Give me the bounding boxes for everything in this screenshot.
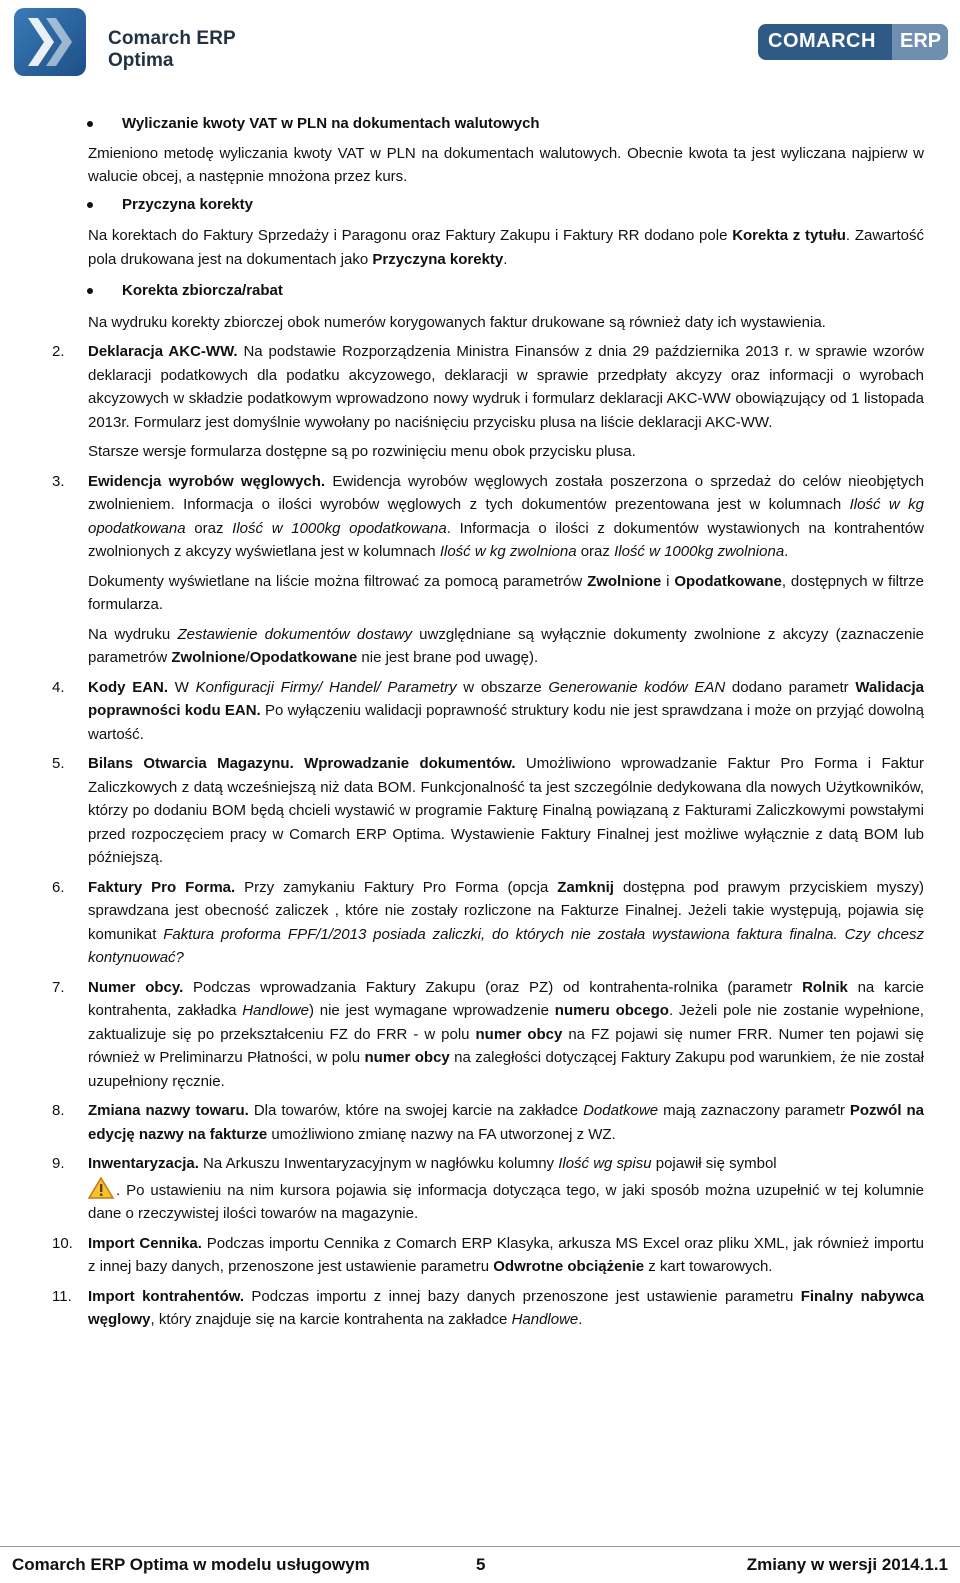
logo-text-line1: Comarch ERP <box>108 28 236 49</box>
list-item: 4. Kody EAN. W Konfiguracji Firmy/ Handel/ Parametry w obszarze Generowanie kodów EAN dodano parametr Walidacja poprawności kodu EAN. Po wyłączeniu walidacji poprawność struktury kodu nie jest sprawdzana i może on przyjąć dowolną wartość. <box>52 678 925 743</box>
paragraph: Starsze wersje formularza dostępne są po rozwinięciu menu obok przycisku plusa. <box>88 443 636 460</box>
bullet-icon <box>87 288 93 294</box>
list-item: 8. Zmiana nazwy towaru. Dla towarów, które na swojej karcie na zakładce Dodatkowe mają zaznaczony parametr Pozwól na edycję nazwy na fakturze umożliwiono zmianę nazwy na FA utworzonej z WZ. <box>52 1102 925 1143</box>
list-item: 11. Import kontrahentów. Podczas importu z innej bazy danych przenoszone jest ustawienie parametru Finalny nabywca węglowy, który znajduje się na karcie kontrahenta na zakładce Handlowe. <box>52 1287 924 1328</box>
comarch-erp-logo <box>758 24 948 60</box>
bullet-item: Korekta zbiorcza/rabat <box>122 279 924 303</box>
list-item: 10. Import Cennika. Podczas importu Cennika z Comarch ERP Klasyka, arkusza MS Excel oraz pliku XML, jak również importu z innej bazy danych, przenoszone jest ustawienie parametru Odwrotne obciążenie z kart towarowych. <box>52 1234 924 1275</box>
page-header <box>0 0 960 90</box>
warning-icon <box>88 1176 114 1200</box>
paragraph: Na korektach do Faktury Sprzedaży i Paragonu oraz Faktury Zakupu i Faktury RR dodano pole Korekta z tytułu. Zawartość pola drukowana jest na dokumentach jako Przyczyna korekty. <box>88 227 925 268</box>
paragraph: Na wydruku korekty zbiorczej obok numerów korygowanych faktur drukowane są również daty ich wystawienia. <box>88 313 826 331</box>
erp-tag: ERP <box>900 30 942 52</box>
bullet-icon <box>87 121 93 127</box>
footer-title: Comarch ERP Optima w modelu usługowym <box>12 1555 370 1574</box>
bullet-item: Przyczyna korekty <box>122 193 924 217</box>
list-item: 6. Faktury Pro Forma. Przy zamykaniu Faktury Pro Forma (opcja Zamknij dostępna pod prawym przyciskiem myszy) sprawdzana jest obecność zaliczek , które nie zostały rozliczone na Fakturze Finalnej. Jeżeli takie występują, pojawia się komunikat Faktura proforma FPF/1/2013 posiada zaliczki, do których nie została wystawiona faktura finalna. Czy chcesz kontynuować? <box>52 878 924 966</box>
bullet-item: Wyliczanie kwoty VAT w PLN na dokumentach walutowych <box>122 112 924 136</box>
footer-version: Zmiany w wersji 2014.1.1 <box>746 1555 948 1574</box>
comarch-wordmark: COMARCH <box>768 30 876 52</box>
comarch-erp-optima-logo <box>14 8 254 76</box>
bullet-icon <box>87 202 93 208</box>
list-item: 3. Ewidencja wyrobów węglowych. Ewidencja wyrobów węglowych została poszerzona o sprzedaż do celów nieobjętych zwolnieniem. Informacja o ilości wyrobów węglowych z tych dokumentów prezentowana jest w kolumnach Ilość w kg opodatkowana oraz Ilość w 1000kg opodatkowana. Informacja o ilości z dokumentów wystawionych na kontrahentów zwolnionych z akcyzy wyświetlana jest w kolumnach Ilość w kg zwolniona oraz Ilość w 1000kg zwolniona. <box>52 472 924 560</box>
logo-text-line2: Optima <box>108 50 174 71</box>
paragraph: Dokumenty wyświetlane na liście można filtrować za pomocą parametrów Zwolnione i Opodatkowane, dostępnych w filtrze formularza. <box>88 572 925 613</box>
list-item: 7. Numer obcy. Podczas wprowadzania Faktury Zakupu (oraz PZ) od kontrahenta-rolnika (parametr Rolnik na karcie kontrahenta, zakładka Handlowe) nie jest wymagane wprowadzenie numeru obcego. Jeżeli pole nie zostanie wypełnione, zaktualizuje się po przekształceniu FZ do FRR - w polu numer obcy na FZ pojawi się numer FRR. Numer ten pojawi się również w Preliminarzu Płatności, w polu numer obcy na zaległości dotyczącej Faktury Zakupu pod warunkiem, że nie został uzupełniony ręcznie. <box>52 978 925 1090</box>
document-body <box>0 112 960 1332</box>
page-number: 5 <box>476 1555 486 1574</box>
paragraph: Na wydruku Zestawienie dokumentów dostawy uwzględniane są wyłącznie dokumenty zwolnione z akcyzy (zaznaczenie parametrów Zwolnione/Opodatkowane nie jest brane pod uwagę). <box>88 625 924 666</box>
list-item: 5. Bilans Otwarcia Magazynu. Wprowadzanie dokumentów. Umożliwiono wprowadzanie Faktur Pro Forma i Faktur Zaliczkowych z datą wcześniejszą niż data BOM. Funkcjonalność ta jest szczególnie dedykowana dla nowych Użytkowników, którzy po dodaniu BOM będą chcieli wystawić w programie Fakturę Finalną powiązaną z Fakturami Zaliczkowymi powstałymi przed rozpoczęciem pracy w Comarch ERP Optima. Wystawienie Faktury Finalnej jest możliwe wyłącznie z datą BOM lub późniejszą. <box>52 755 924 866</box>
list-item: 2. Deklaracja AKC-WW. Na podstawie Rozporządzenia Ministra Finansów z dnia 29 października 2013 r. w sprawie wzorów deklaracji podatkowych dla podatku akcyzowego, deklaracji w sprawie przedpłaty akcyzy oraz informacji o wyrobach akcyzowych w składzie podatkowym wprowadzono nowy wydruk i formularz deklaracji AKC-WW obowiązujący od 1 listopada 2013r. Formularz jest domyślnie wywołany po naciśnięciu przycisku plusa na liście deklaracji AKC-WW. <box>52 343 924 431</box>
page-footer <box>0 1546 960 1583</box>
paragraph: Zmieniono metodę wyliczania kwoty VAT w PLN na dokumentach walutowych. Obecnie kwota ta jest wyliczana najpierw w walucie obcej, a następnie mnożona przez kurs. <box>88 144 924 185</box>
optima-logo-icon <box>14 8 86 76</box>
footer-divider <box>0 1546 960 1547</box>
list-item: 9. Inwentaryzacja. Na Arkuszu Inwentaryzacyjnym w nagłówku kolumny Ilość wg spisu pojawił się symbol . Po ustawieniu na nim kursora pojawia się informacja dotycząca tego, w jaki sposób można uzupełnić w tej kolumnie dane o rzeczywistej ilości towarów na magazynie. <box>52 1155 924 1222</box>
